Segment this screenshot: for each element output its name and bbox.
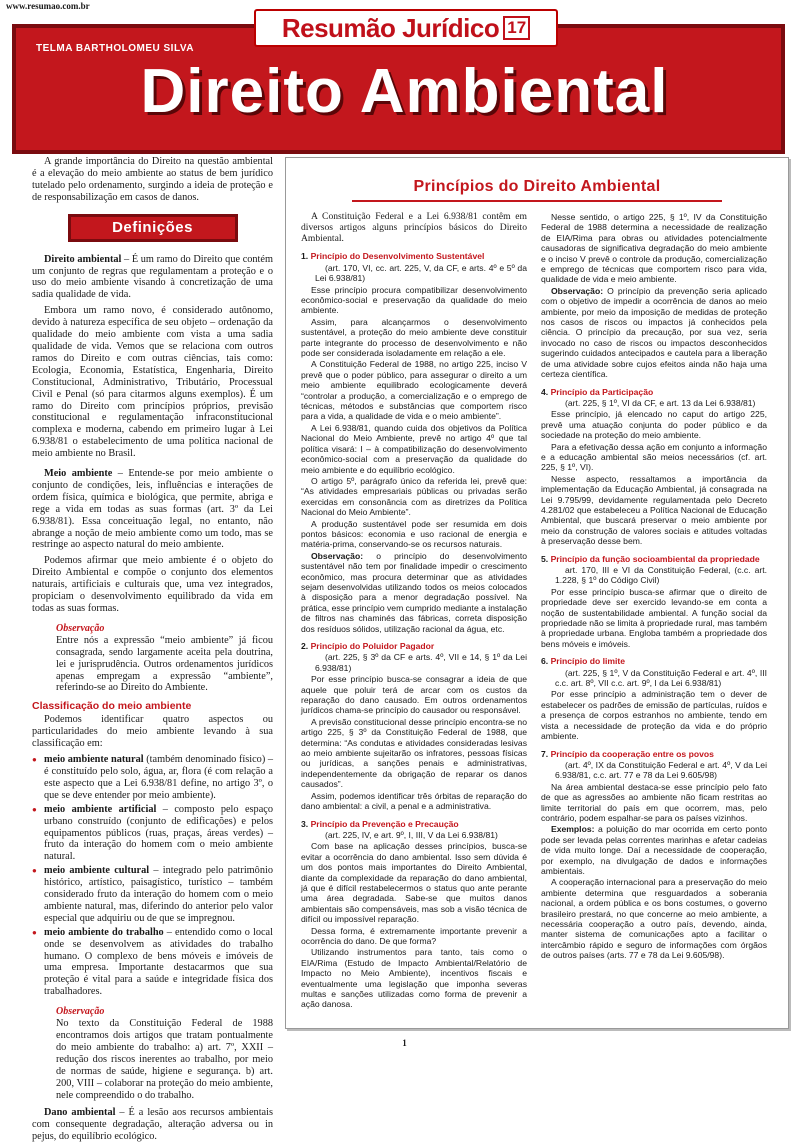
observacao-label: Observação: <box>311 550 364 561</box>
paragraph: Embora um ramo novo, é considerado autônomo, devido à natureza específica de seu objeto – ordenação da qualidade do meio ambiente com vista a uma sadia qualidade de vida. Vemos que se relaciona com outros ramos do Direito e com outras ciências, tais como: Ecologia, Economia, Estatística, Engenharia, Direito Constitucional, Administrativo, Tributário, Processual Civil e Penal (só para citarmos alguns exemplos). É um ramo do Direito com princípios próprios, previsão constitucional e regulamentação infraconstitucional complexa e moderna, cabendo em primeiro lugar à Lei 6.938/81 o estabelecimento de uma política nacional de meio ambiente no Brasil. <box>32 305 273 460</box>
principles-column-2 <box>541 212 767 962</box>
def-text: – É a lesão aos recursos ambientais com consequente degradação, alteração adversa ou in pejus, do equilíbrio ecológico. <box>32 1107 273 1143</box>
paragraph: Podemos afirmar que meio ambiente é o objeto do Direito Ambiental e compõe o conjunto dos elementos naturais, artificiais e culturais que, uma vez integrados, propiciam o desenvolvimento equilibrado da vida em todas as suas formas. <box>32 555 273 614</box>
author-name: TELMA BARTHOLOMEU SILVA <box>36 43 194 54</box>
term: meio ambiente cultural <box>44 865 150 877</box>
term: meio ambiente natural <box>44 754 144 766</box>
principle-number: 5. <box>541 553 549 564</box>
paragraph: Esse princípio procura compatibilizar desenvolvimento econômico-social e preservação da qualidade do meio ambiente. <box>301 284 527 316</box>
item-text: – composto pelo espaço urbano construído (conjunto de edificações) e pelos equipamentos públicos (ruas, praças, áreas verdes) – fruto da interação do homem com o meio ambiente natural. <box>44 803 273 863</box>
paragraph: Utilizando instrumentos para tanto, tais como o EIA/Rima (Estudo de Impacto Ambiental/Relatório de Impacto no Meio Ambiente), incentivos fiscais e eventualmente uma legislação que imponha severas multas e sanções utilizadas como forma de prevenir a ação danosa. <box>301 947 527 1010</box>
def-text: – Entende-se por meio ambiente o conjunto de condições, leis, influências e interações de ordem física, química e biológica, que permite, abriga e rege a vida em todas as suas formas (art. 3º da Lei 6.938/81). Essa conceituação legal, no entanto, não abrange a noção de meio ambiente como um todo, mas se restringe ao aspecto natural do meio ambiente. <box>32 468 273 551</box>
paragraph: A Lei 6.938/81, quando cuida dos objetivos da Política Nacional do Meio Ambiente, prevê no artigo 4º que tal política visará: I – à compatibilização do desenvolvimento econômico-social com a preservação da qualidade do meio ambiente e do equilíbrio ecológico. <box>301 422 527 475</box>
principle-number: 2. <box>301 641 309 652</box>
paragraph: Por esse princípio a administração tem o dever de estabelecer os padrões de emissão de partículas, ruídos e a presença de corpos estranhos no ambiente, tendo em vista a necessidade de proteção da vida e do próprio ambiente. <box>541 689 767 742</box>
page-title: Direito Ambiental <box>140 57 669 126</box>
principle-ref: (art. 225, § 3º da CF e arts. 4º, VII e 14, § 1º da Lei 6.938/81) <box>315 652 527 673</box>
principle-number: 4. <box>541 386 549 397</box>
paragraph: Dessa forma, é extremamente importante prevenir a ocorrência do dano. De que forma? <box>301 925 527 946</box>
observacao-text: O princípio da prevenção seria aplicado com o objetivo de impedir a ocorrência de danos ao meio ambiente, por meio da imposição de medidas de proteção nos casos de riscos ou impactos já conhecidos pela ciência. O princípio da precaução, por sua vez, seria invocado no caso de riscos ou impactos desconhecidos sugerindo cuidados antecipados e cautela para a liberação de uma atividade sobre cujos efeitos ainda não haja uma certeza científica. <box>541 285 767 380</box>
observacao-text: o princípio do desenvolvimento sustentável não tem por finalidade impedir o crescimento econômico, mas procura determinar que as atividades sejam desenvolvidas utilizando todos os meios colocados à disposição para a menor degradação possível. Na prática, esse princípio vem cumprido mediante a instalação de filtros nas chaminés das fábricas, correta disposição dos resíduos sólidos, utilização racional da água, etc. <box>301 550 527 634</box>
list-item <box>32 804 273 864</box>
list-item <box>32 754 273 802</box>
principles-column-1 <box>301 212 527 1011</box>
principle-heading <box>541 749 767 759</box>
brand-logo <box>254 9 558 47</box>
classificacao-heading: Classificação do meio ambiente <box>32 700 192 713</box>
principle-title: Princípio da Participação <box>550 386 654 397</box>
paragraph: A Constituição Federal de 1988, no artigo 225, inciso V prevê que o poder público, para assegurar o direito a um meio ambiente equilibrado ecologicamente deverá “controlar a produção, a comercialização e o emprego de técnicas, métodos e substâncias que comportem risco para a vida, a qualidade de vida e o meio ambiente”. <box>301 359 527 422</box>
item-text: (também denominado físico) – é constituído pelo solo, água, ar, flora (é com relação a este aspecto que a Lei 6.938/81 define, no artigo 3º, o que se deve entender por meio ambiente). <box>44 754 274 801</box>
meio-ambiente-def <box>32 468 273 551</box>
paragraph: Nesse aspecto, ressaltamos a importância da implementação da Educação Ambiental, já consagrada na Lei 9.795/99, devidamente regulamentada pelo Decreto 4.281/02 que estabeleceu a Política Nacional de Educação Ambiental, que buscará preservar o meio ambiente por meio da construção de valores sociais e atitudes voltadas à preservação desse bem. <box>541 473 767 547</box>
principle-title: Princípio do limite <box>550 656 626 667</box>
principle-title: Princípio da função socioambiental da propriedade <box>550 553 760 564</box>
principle-heading <box>541 554 767 564</box>
list-item <box>32 865 273 925</box>
principle-heading <box>301 819 527 829</box>
page-number: 1 <box>402 1038 407 1048</box>
principle-ref: (art. 170, VI, cc. art. 225, V, da CF, e arts. 4º e 5º da Lei 6.938/81) <box>315 262 527 284</box>
paragraph: O artigo 5º, parágrafo único da referida lei, prevê que: “As atividades empresariais públicas ou privadas serão exercidas em consonância com as diretrizes da Política Nacional do Meio Ambiente”. <box>301 475 527 518</box>
paragraph: Na área ambiental destaca-se esse princípio pelo fato de que as agressões ao ambiente não ficam restritas ao limite territorial do país em que ocorrem, mas, pelo contrário, podem espalhar-se para os países vizinhos. <box>541 781 767 823</box>
principle-title: Princípio do Poluidor Pagador <box>310 641 435 652</box>
title-rule <box>352 200 722 202</box>
paragraph: Com base na aplicação desses princípios, busca-se evitar a ocorrência do dano ambiental. Isso sem dúvida é um dos pontos mais importantes do Direito Ambiental, diante da complexidade da reparação do dano ambiental, já que é difícil restabelecermos o status quo ante perante uma área degradada. Sabe-se que muitos danos ambientais são compensáveis, mas sob a visão técnica de difícil ou impossível reparação. <box>301 841 527 925</box>
principle-heading <box>541 656 767 666</box>
exemplos-paragraph <box>541 824 767 876</box>
principle-ref: (art. 4º, IX da Constituição Federal e art. 4º, V da Lei 6.938/81, c.c. art. 77 e 78 da Lei 9.605/98) <box>555 759 767 781</box>
item-text: – integrado pelo patrimônio histórico, artístico, paisagístico, turístico – também considerado fruto da interação do homem com o meio ambiente natural, mas, diferindo do anterior pelo valor especial que adquiriu ou de que se impregnou. <box>44 865 273 924</box>
paragraph: Podemos identificar quatro aspectos ou particularidades do meio ambiente levando à sua classificação em: <box>32 714 273 750</box>
definicoes-heading: Definições <box>68 214 238 242</box>
principle-ref: (art. 225, § 1º, V da Constituição Federal e art. 4º, III c.c. art. 8º, VII c.c. art. 9º, I da Lei 6.938/81) <box>555 667 767 689</box>
principle-ref: art. 170, III e VI da Constituição Federal, (c.c. art. 1.228, § 1º do Código Civil) <box>555 565 767 586</box>
term: Direito ambiental <box>44 253 122 265</box>
observacao-title: Observação <box>56 1006 105 1018</box>
paragraph: Assim, para alcançarmos o desenvolvimento sustentável, a proteção do meio ambiente deve constituir parte integrante do processo de desenvolvimento e não pode ser considerada isoladamente em relação a ele. <box>301 316 527 359</box>
observacao-box <box>56 1006 273 1101</box>
observacao-paragraph <box>541 286 767 380</box>
paragraph: A previsão constitucional desse princípio encontra-se no artigo 225, § 3º da Constituição Federal de 1988, que determina: “As condutas e atividades consideradas lesivas ao meio ambiente sujeitarão os infratores, pessoas físicas ou jurídicas, a sanções penais e administrativas, independentemente da obrigação de reparar os danos causados”. <box>301 716 527 790</box>
principle-title: Princípio da cooperação entre os povos <box>550 748 714 759</box>
list-item <box>32 927 273 998</box>
principle-number: 1. <box>301 251 309 262</box>
term: Dano ambiental <box>44 1107 116 1119</box>
principles-intro: A Constituição Federal e a Lei 6.938/81 contêm em diversos artigos alguns princípios básicos do Direito Ambiental. <box>301 211 527 244</box>
brand-number: 17 <box>503 16 530 40</box>
paragraph: Nesse sentido, o artigo 225, § 1º, IV da Constituição Federal de 1988 determina a necessidade de realização de EIA/Rima para obras ou atividades potencialmente causadoras de significativa degradação do meio ambiente e o inciso V prevê o controle da produção, comercialização e emprego de técnicas que comportem risco para vida, qualidade de vida e meio ambiente. <box>541 212 767 285</box>
observacao-paragraph <box>301 551 527 634</box>
term: meio ambiente do trabalho <box>44 926 164 938</box>
principle-ref: (art. 225, § 1º, VI da CF, e art. 13 da Lei 6.938/81) <box>565 397 756 408</box>
term: meio ambiente artificial <box>44 803 157 815</box>
item-text: – entendido como o local onde se desenvolvem as atividades do trabalho humano. O complexo de bens móveis e imóveis de uma empresa. Importante destacarmos que sua proteção é vital para a saúde e integridade física dos trabalhadores. <box>44 926 273 998</box>
direito-ambiental-def <box>32 254 273 302</box>
left-column <box>32 156 273 1147</box>
principle-heading <box>301 251 527 261</box>
principle-ref: (art. 225, IV, e art. 9º, I, III, V da Lei 6.938/81) <box>325 829 498 840</box>
paragraph: A produção sustentável pode ser resumida em dois pontos básicos: economia e uso racional de energia e matéria-prima, conservando-se os recursos naturais. <box>301 518 527 550</box>
observacao-text: Entre nós a expressão “meio ambiente” já ficou consagrada, sendo largamente aceita pela doutrina, lei e jurisprudência. Outros ordenamentos jurídicos apenas empregam a expressão “ambiente”, referindo-se ao Direito do Ambiente. <box>56 634 273 694</box>
observacao-label: Observação: <box>551 285 604 296</box>
exemplos-text: a poluição do mar ocorrida em certo ponto pode ser levada pelas correntes marinhas e afetar cadeias de vida muito longe. Daí a necessidade de cooperação, por exemplo, na divulgação de dados e informações ambientais. <box>541 824 767 876</box>
intro-paragraph: A grande importância do Direito na questão ambiental é a elevação do meio ambiente ao status de bem jurídico tutelado pelo ordenamento, surgindo a ideia de proteção e de responsabilização em casos de danos. <box>32 156 273 203</box>
principle-heading <box>301 641 527 651</box>
dano-ambiental-def <box>32 1107 273 1143</box>
observacao-text: No texto da Constituição Federal de 1988 encontramos dois artigos que tratam pontualmente do meio ambiente do trabalho: a) art. 7º, XXII – redução dos riscos inerentes ao trabalho, por meio de normas de saúde, higiene e segurança. b) art. 200, VIII – colaborar na proteção do meio ambiente, nele compreendido o do trabalho. <box>56 1018 273 1101</box>
principles-title: Princípios do Direito Ambiental <box>413 178 661 195</box>
def-text: – É um ramo do Direito que contém um conjunto de regras que regulamentam a proteção e o uso do meio ambiente visando à concretização de uma sadia qualidade de vida. <box>32 253 273 301</box>
paragraph: A cooperação internacional para a preservação do meio ambiente determina que resguardados a soberania nacional, a ordem pública e os bons costumes, o governo brasileiro prestará, no que concerne ao meio ambiente, a necessária cooperação a outro país, devendo, ainda, manter sistema de comunicações apto a facilitar o intercâmbio rápido e seguro de informações com órgãos de outros países (arts. 77 e 78 da Lei 9.605/98). <box>541 877 767 961</box>
principle-number: 6. <box>541 656 549 667</box>
principle-title: Princípio da Prevenção e Precaução <box>310 818 459 829</box>
brand-title: Resumão Jurídico <box>281 12 500 43</box>
principle-number: 3. <box>301 818 309 829</box>
principle-heading <box>541 387 767 397</box>
paragraph: Por esse princípio busca-se afirmar que o direito de propriedade deve ser exercido levando-se em conta a noção de sustentabilidade ambiental. A função social da propriedade não se limita à propriedade rural, mas também à propriedade urbana. Engloba também a propriedade dos bens móveis e imóveis. <box>541 586 767 649</box>
observacao-title: Observação <box>56 622 105 634</box>
site-url[interactable]: www.resumao.com.br <box>6 1 90 11</box>
principle-number: 7. <box>541 748 549 759</box>
observacao-box <box>56 623 273 694</box>
paragraph: Por esse princípio busca-se consagrar a ideia de que aquele que poluir terá de arcar com os custos da reparação do dano causado. Em outros ordenamentos jurídicos chama-se princípio do causador ou responsável. <box>301 674 527 716</box>
paragraph: Esse princípio, já elencado no caput do artigo 225, prevê uma atuação conjunta do poder público e da sociedade na proteção do meio ambiente. <box>541 409 767 441</box>
principles-panel <box>285 157 789 1029</box>
paragraph: Para a efetivação dessa ação em conjunto a informação e a educação ambiental são meios necessários (cf. art. 225, § 1º, VI). <box>541 441 767 473</box>
exemplos-label: Exemplos: <box>551 824 595 835</box>
principle-title: Princípio do Desenvolvimento Sustentável <box>310 251 485 262</box>
term: Meio ambiente <box>44 468 113 480</box>
paragraph: Assim, podemos identificar três órbitas de reparação do dano ambiental: a civil, a penal e a administrativa. <box>301 790 527 812</box>
